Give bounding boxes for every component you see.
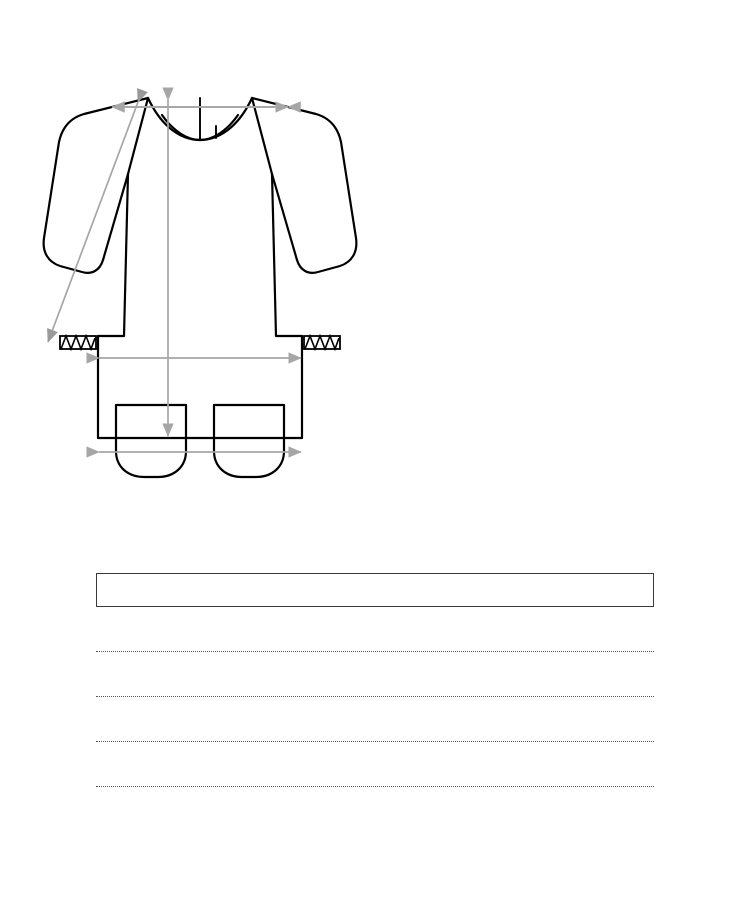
header-dots-top [0, 18, 750, 32]
spec-row-country-of-origin [96, 742, 654, 787]
garment-illustration [0, 70, 750, 490]
spec-row-fabric-sheerness [96, 697, 654, 742]
rib-cuff-left [60, 336, 96, 349]
spec-table [96, 573, 654, 832]
spec-row-material [96, 787, 654, 832]
garment-diagram [0, 70, 750, 490]
page-header [0, 0, 750, 54]
spec-table-title [96, 573, 654, 607]
spec-row-fabric-stretch [96, 652, 654, 697]
rib-cuff-right [304, 336, 340, 349]
spec-row-fabric-thickness [96, 607, 654, 652]
header-dots-bottom [0, 40, 750, 54]
